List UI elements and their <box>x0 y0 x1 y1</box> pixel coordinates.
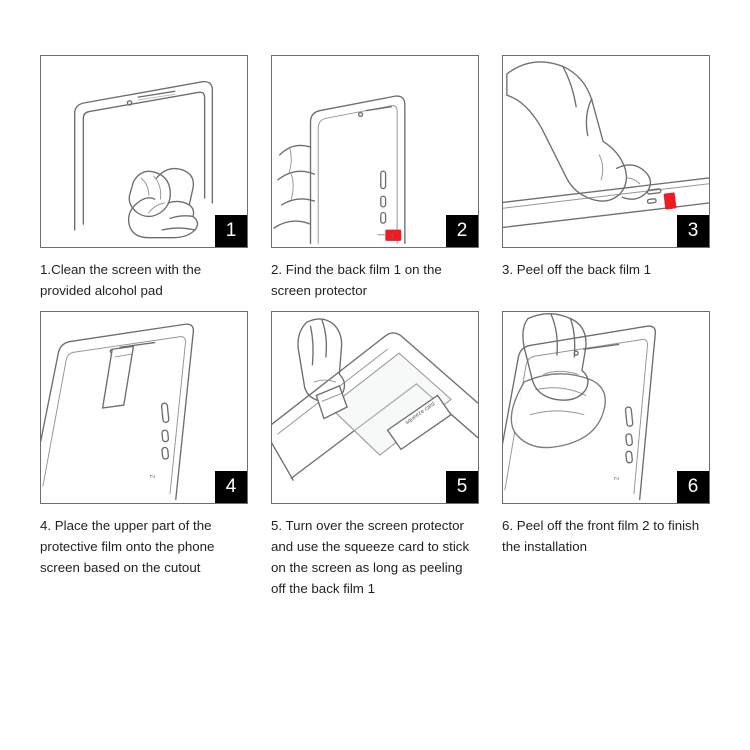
step-6 <box>502 311 710 599</box>
step-badge: 1 <box>215 215 247 247</box>
step-badge: 6 <box>677 471 709 503</box>
svg-text:1: 1 <box>390 233 395 241</box>
step-3-caption: 3. Peel off the back film 1 <box>502 262 652 277</box>
steps-grid <box>40 55 710 599</box>
step-2-illustration-panel <box>271 55 479 248</box>
svg-text:2: 2 <box>613 476 621 481</box>
step-3-illustration-panel <box>502 55 710 248</box>
step-badge: 3 <box>677 215 709 247</box>
svg-text:2: 2 <box>149 474 157 479</box>
step-4-illustration-panel <box>40 311 248 504</box>
step-5-caption: 5. Turn over the screen protector and use the squeeze card to stick on the screen as long as peeling off the back film 1 <box>271 518 470 596</box>
step-badge: 2 <box>446 215 478 247</box>
step-6-illustration-panel <box>502 311 710 504</box>
svg-text:squeeze card: squeeze card <box>404 401 437 426</box>
step-1 <box>40 55 248 301</box>
step-2 <box>271 55 479 301</box>
step-5 <box>271 311 479 599</box>
step-1-illustration-panel <box>40 55 248 248</box>
step-4-caption: 4. Place the upper part of the protective film onto the phone screen based on the cutout <box>40 518 215 575</box>
step-3 <box>502 55 710 301</box>
step-1-caption: 1.Clean the screen with the provided alcohol pad <box>40 262 202 298</box>
step-badge: 5 <box>446 471 478 503</box>
step-4 <box>40 311 248 599</box>
step-6-caption: 6. Peel off the front film 2 to finish the installation <box>502 518 700 554</box>
step-badge: 4 <box>215 471 247 503</box>
step-5-illustration-panel <box>271 311 479 504</box>
step-2-caption: 2. Find the back film 1 on the screen protector <box>271 262 442 298</box>
